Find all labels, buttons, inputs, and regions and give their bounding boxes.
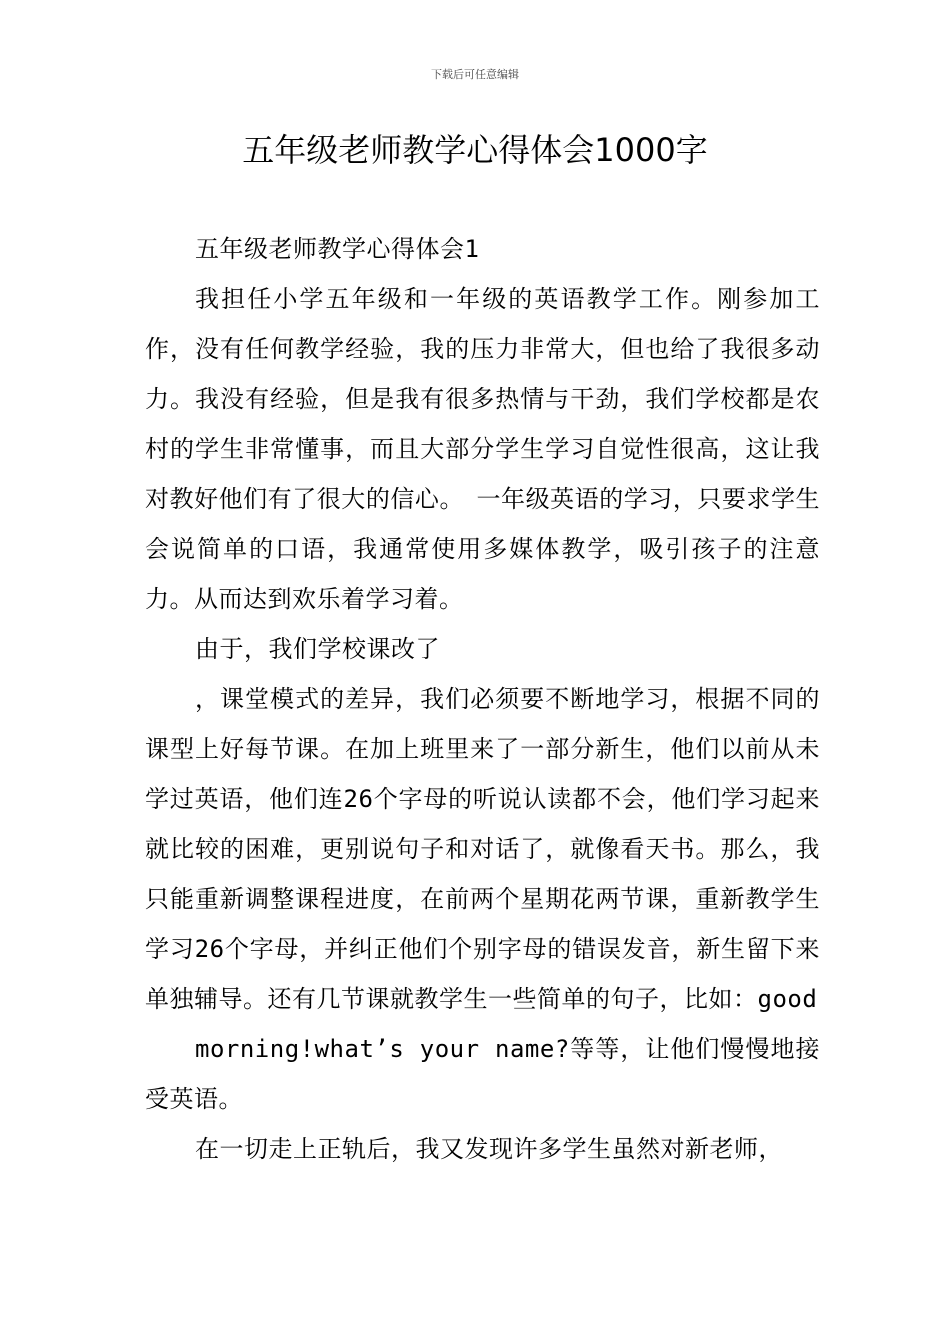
header-note: 下载后可任意编辑 [431,68,519,81]
paragraph: ，课堂模式的差异，我们必须要不断地学习，根据不同的课型上好每节课。在加上班里来了一部分新生，他们以前从未学过英语，他们连26个字母的听说认读都不会，他们学习起来就比较的困难，更别说句子和对话了，就像看天书。那么，我只能重新调整课程进度，在前两个星期花两节课，重新教学生学习26个字母，并纠正他们个别字母的错误发音，新生留下来单独辅导。还有几节课就教学生一些简单的句子，比如：good [145,685,820,1013]
paragraph: 我担任小学五年级和一年级的英语教学工作。刚参加工作，没有任何教学经验，我的压力非常大，但也给了我很多动力。我没有经验，但是我有很多热情与干劲，我们学校都是农村的学生非常懂事，而且大部分学生学习自觉性很高，这让我对教好他们有了很大的信心。 一年级英语的学习，只要求学生会说简单的口语，我通常使用多媒体教学，吸引孩子的注意力。从而达到欢乐着学习着。 [145,285,820,613]
paragraph: 五年级老师教学心得体会1 [195,235,480,263]
document-body [145,224,820,1174]
paragraph: 由于，我们学校课改了 [195,635,440,663]
paragraph: morning!what’s your name?等等，让他们慢慢地接受英语。 [145,1035,820,1113]
paragraph: 在一切走上正轨后，我又发现许多学生虽然对新老师， [195,1135,783,1163]
document-title: 五年级老师教学心得体会1000字 [242,131,708,169]
